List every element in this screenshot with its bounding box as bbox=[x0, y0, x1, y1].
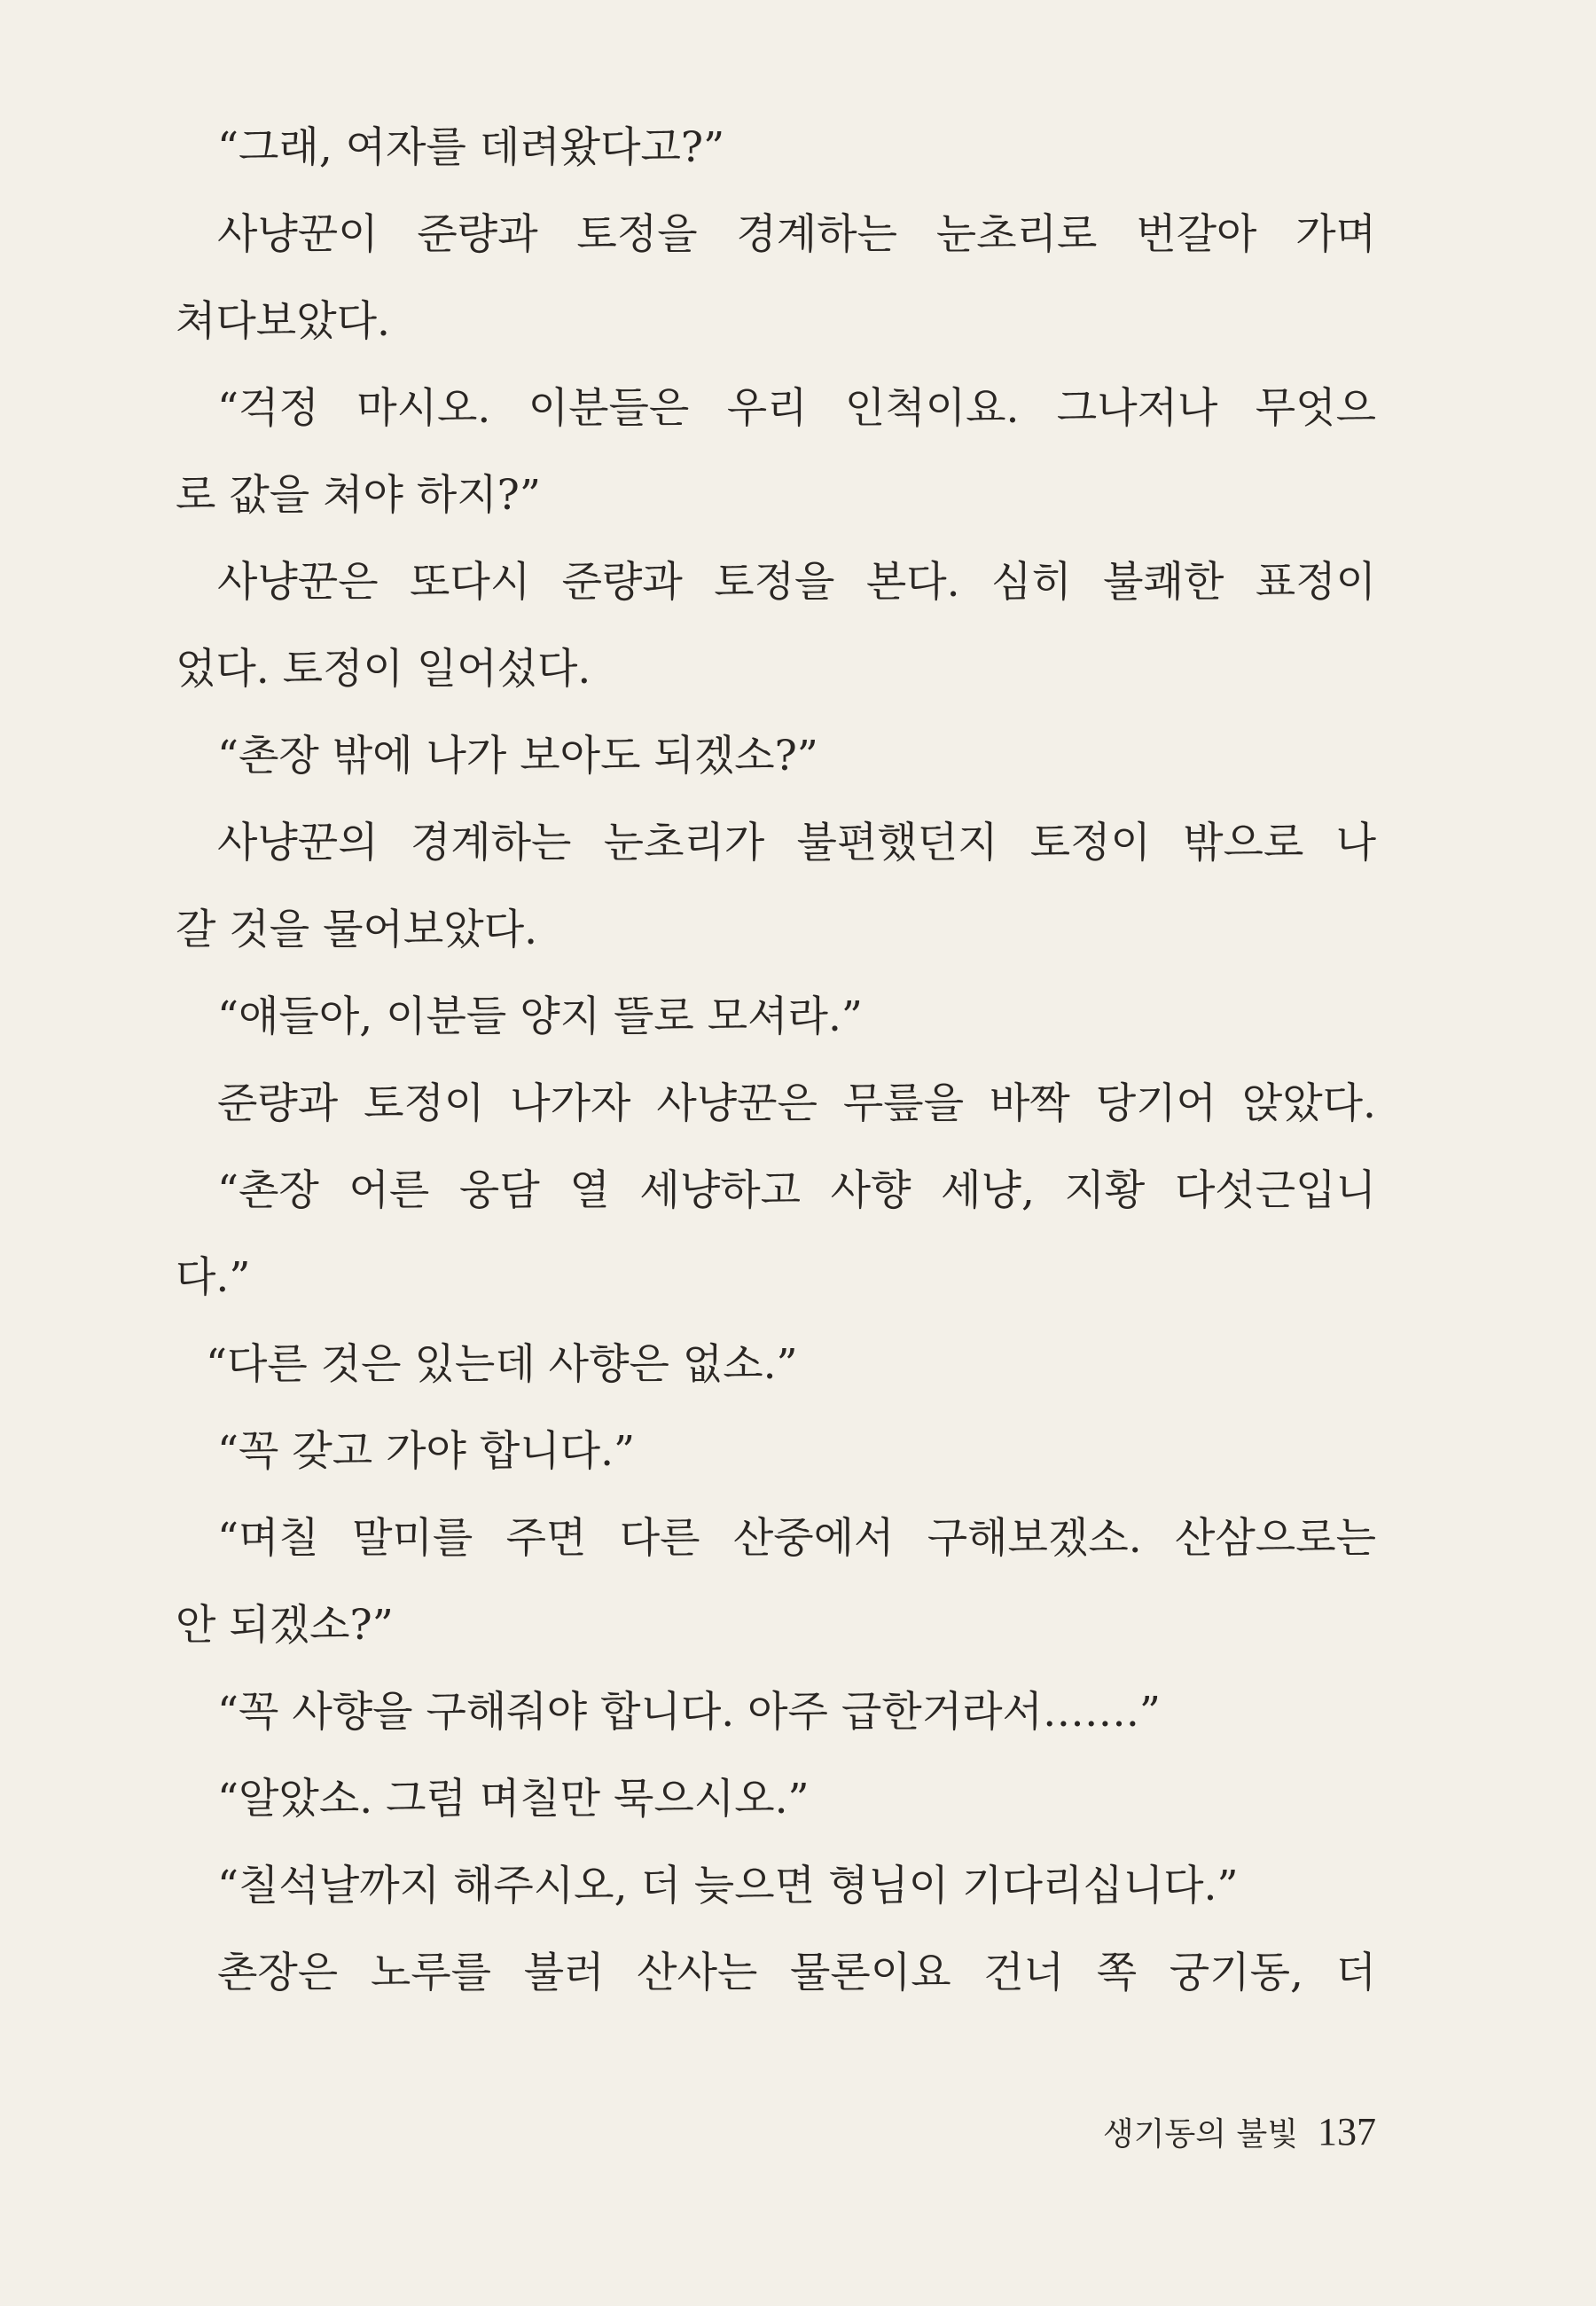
text-line: 갈 것을 물어보았다. bbox=[176, 906, 538, 954]
text-line: “칠석날까지 해주시오, 더 늦으면 형님이 기다리십니다.” bbox=[217, 1862, 1239, 1910]
text-line: 사냥꾼은 또다시 준량과 토정을 본다. 심히 불쾌한 표정이 bbox=[217, 558, 1376, 607]
text-line: “촌장 밖에 나가 보아도 되겠소?” bbox=[217, 732, 818, 780]
text-line: 다.” bbox=[176, 1253, 251, 1302]
text-line: 준량과 토정이 나가자 사냥꾼은 무릎을 바짝 당기어 앉았다. bbox=[217, 1079, 1376, 1128]
text-line: “다른 것은 있는데 사향은 없소.” bbox=[206, 1340, 798, 1389]
text-line: 었다. 토정이 일어섰다. bbox=[176, 645, 591, 694]
text-line: “걱정 마시오. 이분들은 우리 인척이요. 그나저나 무엇으 bbox=[217, 384, 1376, 433]
text-line: 로 값을 쳐야 하지?” bbox=[176, 471, 541, 520]
text-line: 사냥꾼이 준량과 토정을 경계하는 눈초리로 번갈아 가며 bbox=[217, 210, 1376, 259]
text-line: 쳐다보았다. bbox=[176, 297, 390, 346]
body-text bbox=[176, 105, 1376, 2017]
text-line: 촌장은 노루를 불러 산사는 물론이요 건너 쪽 궁기동, 더 bbox=[217, 1949, 1376, 1997]
running-footer bbox=[1103, 2109, 1376, 2154]
text-line: “꼭 사향을 구해줘야 합니다. 아주 급한거라서…….” bbox=[217, 1688, 1161, 1737]
page-number: 137 bbox=[1318, 2110, 1376, 2153]
text-line: “며칠 말미를 주면 다른 산중에서 구해보겠소. 산삼으로는 bbox=[217, 1514, 1376, 1563]
text-line: “촌장 어른 웅담 열 세냥하고 사향 세냥, 지황 다섯근입니 bbox=[217, 1166, 1376, 1215]
text-line: “얘들아, 이분들 양지 뜰로 모셔라.” bbox=[217, 992, 863, 1041]
text-line: 안 되겠소?” bbox=[176, 1601, 394, 1650]
text-line: “알았소. 그럼 며칠만 묵으시오.” bbox=[217, 1775, 810, 1824]
text-line: 사냥꾼의 경계하는 눈초리가 불편했던지 토정이 밖으로 나 bbox=[217, 819, 1376, 867]
text-line: “꼭 갖고 가야 합니다.” bbox=[217, 1427, 636, 1476]
running-title: 생기동의 불빛 bbox=[1102, 2116, 1298, 2153]
text-line: “그래, 여자를 데려왔다고?” bbox=[217, 123, 725, 172]
